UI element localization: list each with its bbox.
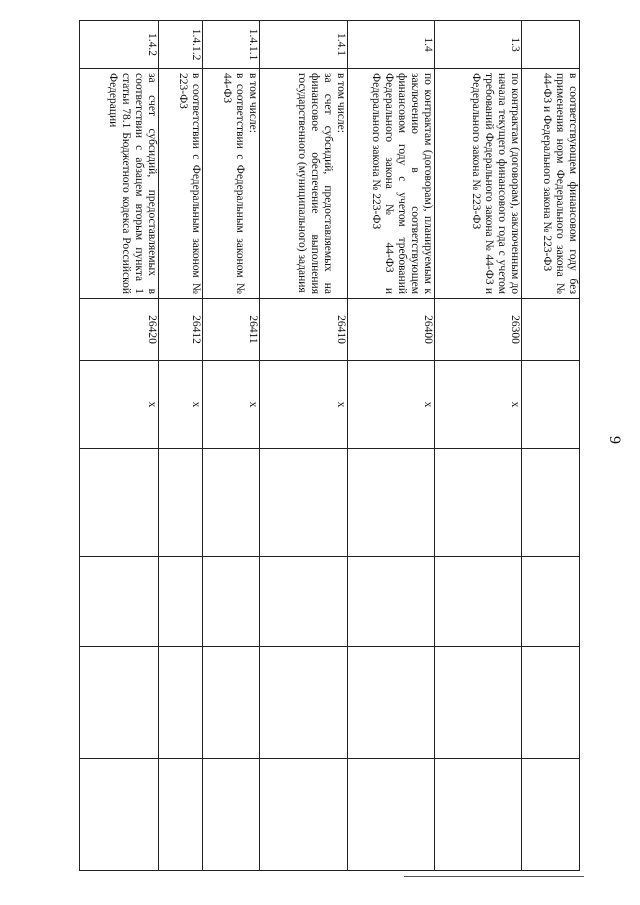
empty-cell (435, 557, 522, 647)
table-row (435, 21, 522, 871)
empty-cell (203, 449, 260, 557)
empty-cell (80, 647, 159, 759)
row-code: 26420 (80, 299, 159, 361)
row-code (522, 299, 580, 361)
row-mark (522, 361, 580, 449)
row-description-text: за счет субсидий, предоставляемых на финансовое обеспечение выполнения государственного (муниципального) задания (296, 73, 334, 294)
scan-artifact-line (404, 876, 584, 877)
page-number: 9 (606, 436, 623, 444)
row-number: 1.3 (435, 21, 522, 69)
empty-cell (159, 647, 203, 759)
empty-cell (159, 557, 203, 647)
row-description-lead: в том числе: (335, 73, 347, 133)
row-description: по контрактам (договорам), заключенным до начала текущего финансового года с учетом требований Федерального закона № 44-ФЗ и Федерального закона № 223-ФЗ (435, 69, 522, 299)
row-number: 1.4 (348, 21, 435, 69)
empty-cell (435, 759, 522, 871)
empty-cell (522, 449, 580, 557)
row-number: 1.4.1.1 (203, 21, 260, 69)
row-code: 26410 (260, 299, 348, 361)
row-description: в соответствующем финансовом году без применения норм Федерального закона № 44-ФЗ и Федерального закона № 223-ФЗ (522, 69, 580, 299)
table-row (159, 21, 203, 871)
table-row (80, 21, 159, 871)
row-description: по контрактам (договорам), планируемым к заключению в соответствующем финансовом году с учетом требований Федерального закона № 44-ФЗ и Федерального закона № 223-ФЗ (348, 69, 435, 299)
table-row (348, 21, 435, 871)
row-mark: x (435, 361, 522, 449)
table-row (522, 21, 580, 871)
row-number: 1.4.2 (80, 21, 159, 69)
empty-cell (522, 557, 580, 647)
row-description: за счет субсидий, предоставляемых в соответствии с абзацем вторым пункта 1 статьи 78.1 Бюджетного кодекса Российской Федерации (80, 69, 159, 299)
table-row (260, 21, 348, 871)
empty-cell (80, 557, 159, 647)
empty-cell (80, 449, 159, 557)
empty-cell (203, 557, 260, 647)
empty-cell (159, 759, 203, 871)
row-code: 26400 (348, 299, 435, 361)
empty-cell (159, 449, 203, 557)
row-mark: x (203, 361, 260, 449)
empty-cell (348, 557, 435, 647)
row-mark: x (260, 361, 348, 449)
row-description-text: в соответствии с Федеральным законом № 44-ФЗ (221, 73, 246, 294)
document-table (79, 20, 580, 871)
row-description-lead: в том числе: (247, 73, 259, 133)
empty-cell (260, 647, 348, 759)
table-row (203, 21, 260, 871)
row-mark: x (348, 361, 435, 449)
row-code: 26300 (435, 299, 522, 361)
row-description: в соответствии с Федеральным законом № 223-ФЗ (159, 69, 203, 299)
row-description (260, 69, 348, 299)
empty-cell (522, 759, 580, 871)
empty-cell (348, 449, 435, 557)
row-number (522, 21, 580, 69)
empty-cell (260, 449, 348, 557)
empty-cell (203, 647, 260, 759)
row-number: 1.4.1.2 (159, 21, 203, 69)
row-description (203, 69, 260, 299)
empty-cell (80, 759, 159, 871)
row-mark: x (159, 361, 203, 449)
row-code: 26411 (203, 299, 260, 361)
empty-cell (435, 647, 522, 759)
row-code: 26412 (159, 299, 203, 361)
row-number: 1.4.1 (260, 21, 348, 69)
empty-cell (522, 647, 580, 759)
row-mark: x (80, 361, 159, 449)
empty-cell (435, 449, 522, 557)
document-table-rotated (0, 20, 580, 520)
empty-cell (348, 647, 435, 759)
empty-cell (203, 759, 260, 871)
empty-cell (260, 557, 348, 647)
empty-cell (260, 759, 348, 871)
empty-cell (348, 759, 435, 871)
